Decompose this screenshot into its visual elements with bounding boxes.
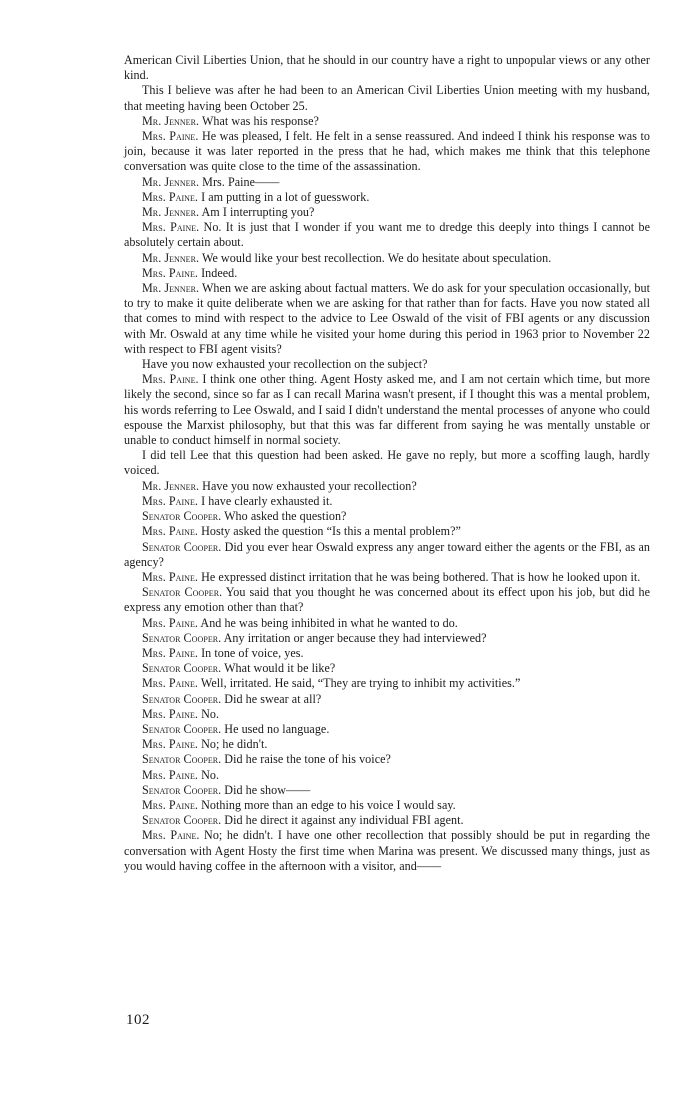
paragraph-text: Nothing more than an edge to his voice I would say. [198,797,456,812]
paragraph-text: Did he swear at all? [221,691,322,706]
speaker-name: Senator Cooper. [142,661,222,676]
paragraph-text: In tone of voice, yes. [198,645,304,660]
paragraph-text: We would like your best recollection. We do hesitate about speculation. [199,250,552,265]
speaker-name: Mrs. Paine. [142,645,198,660]
speaker-name: Mrs. Paine. [142,524,198,539]
testimony-paragraph [124,631,650,646]
testimony-paragraph [124,692,650,707]
testimony-paragraph [124,722,650,737]
page-number: 102 [126,1012,150,1028]
speaker-name: Mrs. Paine. [142,737,198,752]
testimony-paragraph [124,828,650,874]
speaker-name: Senator Cooper. [142,752,222,767]
testimony-paragraph [124,266,650,281]
testimony-paragraph [124,190,650,205]
testimony-paragraph [124,646,650,661]
paragraph-text: No; he didn't. [198,737,268,752]
paragraph-text: I think one other thing. Agent Hosty asked me, and I am not certain which time, but more likely the second, since so far as I can recall Marina wasn't present, if I thought this was a mental problem, his words referring to Lee Oswald, and I said I didn't understand the mental processes of anyone who could espouse the Marxist philosophy, but that this was far different from saying he was mentally unstable or unable to conduct himself in normal society. [124,372,650,448]
testimony-paragraph [124,357,650,372]
speaker-name: Mrs. Paine. [142,828,200,843]
paragraph-text: Mrs. Paine—— [199,174,280,189]
speaker-name: Mrs. Paine. [142,372,199,387]
speaker-name: Mr. Jenner. [142,113,200,128]
paragraph-text: No. [198,767,220,782]
testimony-paragraph [124,798,650,813]
paragraph-text: No; he didn't. I have one other recollection that possibly should be put in regarding the conversation with Agent Hosty the first time when Marina was present. We discussed many things, just as you would having coffee in the afternoon with a visitor, and—— [124,828,650,873]
speaker-name: Mrs. Paine. [142,189,198,204]
paragraph-text: Have you now exhausted your recollection? [199,478,417,493]
speaker-name: Mrs. Paine. [142,265,198,280]
testimony-paragraph [124,570,650,585]
speaker-name: Mr. Jenner. [142,250,200,265]
testimony-paragraph [124,175,650,190]
testimony-paragraph [124,768,650,783]
testimony-paragraph [124,372,650,448]
paragraph-text: I have clearly exhausted it. [198,493,333,508]
paragraph-text: Who asked the question? [221,509,347,524]
testimony-paragraph [124,251,650,266]
testimony-text [124,53,650,874]
testimony-paragraph [124,479,650,494]
testimony-paragraph [124,524,650,539]
speaker-name: Senator Cooper. [142,630,222,645]
paragraph-text: This I believe was after he had been to an American Civil Liberties Union meeting with my husband, that meeting having been October 25. [124,83,650,113]
paragraph-text: He was pleased, I felt. He felt in a sense reassured. And indeed I think his response was to join, because it was later reported in the press that he had, which makes me think that this telephone conversation was quite close to the time of the assassination. [124,129,650,174]
paragraph-text: Well, irritated. He said, “They are trying to inhibit my activities.” [198,676,521,691]
paragraph-text: He used no language. [221,721,330,736]
paragraph-text: Did he show—— [221,782,311,797]
speaker-name: Mrs. Paine. [142,615,198,630]
testimony-paragraph [124,220,650,250]
paragraph-text: He expressed distinct irritation that he was being bothered. That is how he looked upon it. [198,569,641,584]
paragraph-text: What would it be like? [221,661,336,676]
testimony-paragraph [124,783,650,798]
testimony-paragraph [124,813,650,828]
testimony-paragraph [124,752,650,767]
speaker-name: Mrs. Paine. [142,676,198,691]
paragraph-text: Hosty asked the question “Is this a mental problem?” [198,524,461,539]
paragraph-text: No. [198,706,220,721]
speaker-name: Mrs. Paine. [142,220,200,235]
speaker-name: Mrs. Paine. [142,797,198,812]
testimony-paragraph [124,281,650,357]
paragraph-text: Indeed. [198,265,238,280]
speaker-name: Senator Cooper. [142,813,222,828]
testimony-paragraph [124,205,650,220]
testimony-paragraph [124,494,650,509]
paragraph-text: I did tell Lee that this question had been asked. He gave no reply, but more a scoffing laugh, hardly voiced. [124,448,650,478]
paragraph-text: You said that you thought he was concerned about its effect upon his job, but did he express any emotion other than that? [124,585,650,615]
testimony-paragraph [124,114,650,129]
paragraph-text: Did he raise the tone of his voice? [221,752,391,767]
speaker-name: Senator Cooper. [142,691,222,706]
testimony-paragraph [124,616,650,631]
speaker-name: Mrs. Paine. [142,129,199,144]
paragraph-text: And he was being inhibited in what he wanted to do. [198,615,458,630]
paragraph-text: Did he direct it against any individual FBI agent. [221,813,464,828]
testimony-paragraph [124,661,650,676]
speaker-name: Mrs. Paine. [142,493,198,508]
paragraph-text: When we are asking about factual matters. We do ask for your speculation occasionally, but to try to make it quite deliberate when we are asking for that rather than for facts. Have you now stated all that comes to mind with respect to the advice to Lee Oswald of the visit of FBI agents or any discussion with Mr. Oswald at any time while he visited your home during this period in 1963 prior to November 22 with respect to FBI agent visits? [124,281,650,356]
speaker-name: Senator Cooper. [142,539,222,554]
speaker-name: Mr. Jenner. [142,205,200,220]
speaker-name: Senator Cooper. [142,585,223,600]
paragraph-text: What was his response? [199,113,319,128]
paragraph-text: Did you ever hear Oswald express any anger toward either the agents or the FBI, as an agency? [124,539,650,569]
speaker-name: Mrs. Paine. [142,706,198,721]
speaker-name: Mr. Jenner. [142,174,200,189]
speaker-name: Senator Cooper. [142,782,222,797]
paragraph-text: Am I interrupting you? [199,205,315,220]
paragraph-text: No. It is just that I wonder if you want me to dredge this deeply into things I cannot be absolutely certain about. [124,220,650,250]
testimony-paragraph [124,53,650,83]
testimony-paragraph [124,83,650,113]
testimony-paragraph [124,707,650,722]
paragraph-text: Have you now exhausted your recollection on the subject? [142,357,428,372]
speaker-name: Senator Cooper. [142,509,222,524]
testimony-paragraph [124,540,650,570]
testimony-paragraph [124,509,650,524]
speaker-name: Mr. Jenner. [142,478,200,493]
testimony-paragraph [124,585,650,615]
paragraph-text: American Civil Liberties Union, that he should in our country have a right to unpopular views or any other kind. [124,53,650,83]
testimony-paragraph [124,129,650,175]
testimony-paragraph [124,676,650,691]
speaker-name: Mrs. Paine. [142,569,198,584]
paragraph-text: I am putting in a lot of guesswork. [198,189,370,204]
speaker-name: Mr. Jenner. [142,281,200,296]
paragraph-text: Any irritation or anger because they had interviewed? [221,630,487,645]
speaker-name: Mrs. Paine. [142,767,198,782]
speaker-name: Senator Cooper. [142,721,222,736]
testimony-paragraph [124,737,650,752]
testimony-paragraph [124,448,650,478]
